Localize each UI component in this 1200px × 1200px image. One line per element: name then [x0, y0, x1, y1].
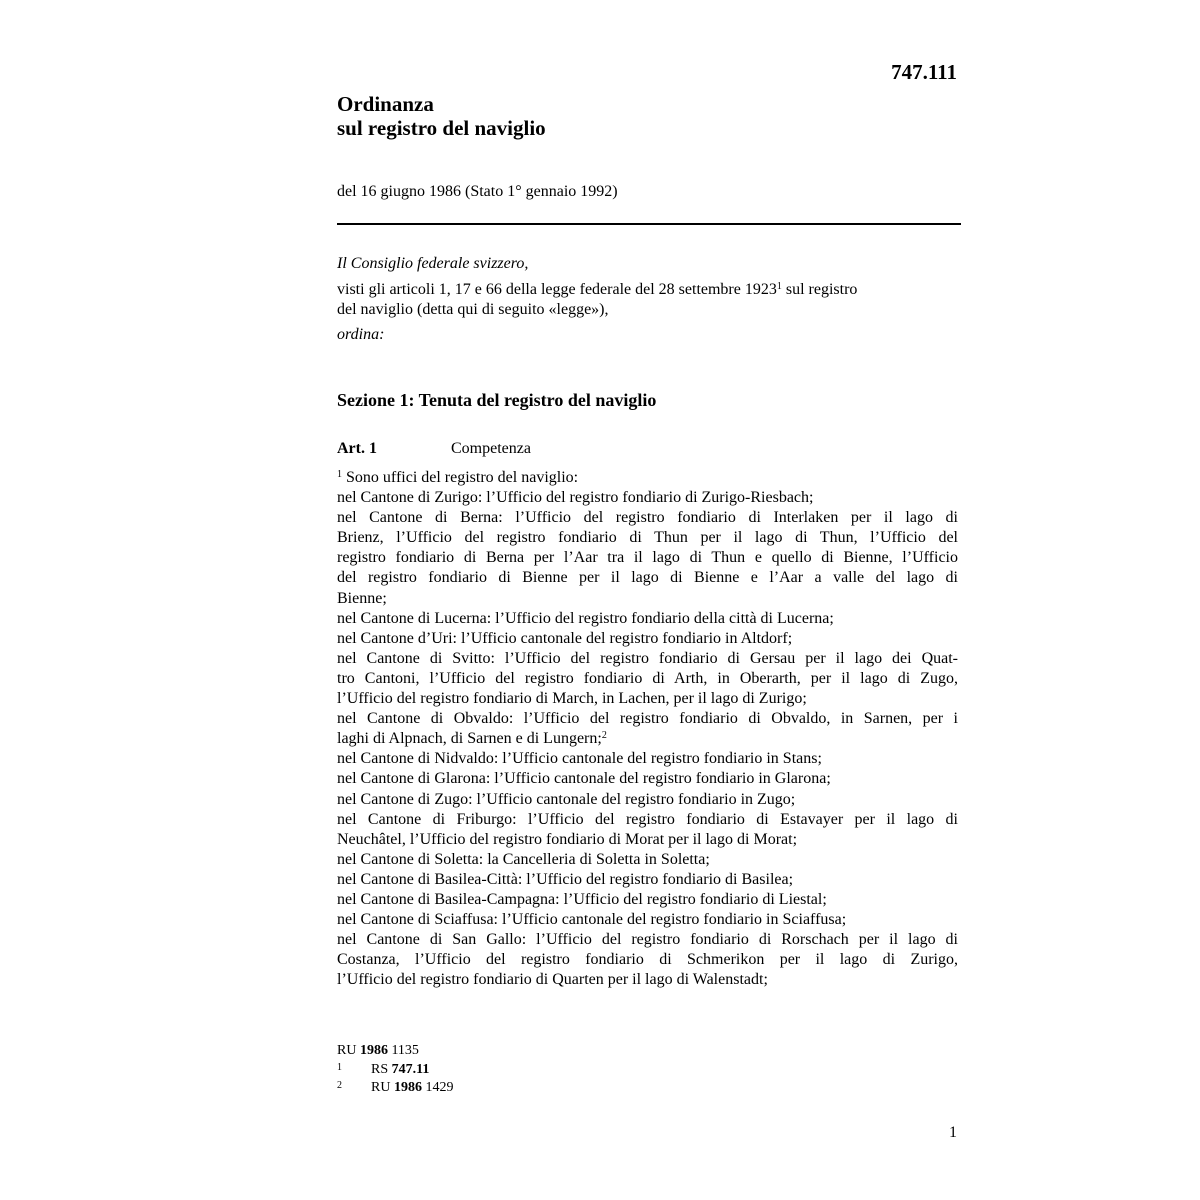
- article-line: del registro fondiario di Bienne per il lago di Bienne e l’Aar a valle del lago di: [337, 569, 958, 587]
- article-line: Brienz, l’Ufficio del registro fondiario di Thun per il lago di Thun, l’Ufficio del: [337, 529, 958, 547]
- sr-number: 747.111: [891, 60, 957, 84]
- article-line: $^1$ Sono uffici del registro del naviglio:: [337, 469, 579, 486]
- article-line: nel Cantone di Basilea-Città: l’Ufficio del registro fondiario di Basilea;: [337, 870, 794, 888]
- article-line: Neuchâtel, l’Ufficio del registro fondiario di Morat per il lago di Morat;: [337, 830, 798, 848]
- article-line: l’Ufficio del registro fondiario di March, in Lachen, per il lago di Zurigo;: [337, 690, 807, 708]
- page-number: 1: [949, 1124, 957, 1141]
- article-line: nel Cantone di Soletta: la Cancelleria di Soletta in Soletta;: [337, 850, 710, 868]
- article-line: laghi di Alpnach, di Sarnen e di Lungern;$^2$: [337, 730, 607, 748]
- title-line-2: sul registro del naviglio: [337, 116, 546, 140]
- ru-reference: RU 1986 1135: [337, 1043, 419, 1058]
- footnote-ref-1[interactable]: 1: [776, 281, 782, 292]
- article-line: nel Cantone di Friburgo: l’Ufficio del registro fondiario di Estavayer per il lago di: [337, 810, 958, 828]
- preamble-decree: ordina:: [337, 326, 385, 343]
- divider: [337, 223, 961, 225]
- article-line: tro Cantoni, l’Ufficio del registro fondiario di Arth, in Oberarth, per il lago di Zugo,: [337, 669, 958, 687]
- article-line: Bienne;: [337, 589, 387, 607]
- article-line: nel Cantone di Nidvaldo: l’Ufficio cantonale del registro fondiario in Stans;: [337, 750, 822, 768]
- footnote-2: 2 RU 1986 1429: [337, 1080, 454, 1095]
- article-line: nel Cantone di Sciaffusa: l’Ufficio cantonale del registro fondiario in Sciaffusa;: [337, 911, 847, 929]
- preamble: [337, 254, 937, 345]
- article-number: Art. 1: [337, 440, 377, 457]
- article-line: Costanza, l’Ufficio del registro fondiario di Schmerikon per il lago di Zurigo,: [337, 951, 958, 969]
- article-line: nel Cantone di Svitto: l’Ufficio del registro fondiario di Gersau per il lago dei Quat-: [337, 649, 958, 667]
- preamble-authority: Il Consiglio federale svizzero,: [337, 255, 529, 272]
- article-line: nel Cantone di Berna: l’Ufficio del registro fondiario di Interlaken per il lago di: [337, 509, 958, 527]
- article-line: nel Cantone di San Gallo: l’Ufficio del registro fondiario di Rorschach per il lago di: [337, 931, 958, 949]
- footnote-1: 1 RS 747.11: [337, 1062, 430, 1077]
- document-date: del 16 giugno 1986 (Stato 1° gennaio 1992): [337, 183, 618, 200]
- article-line: nel Cantone di Lucerna: l’Ufficio del registro fondiario della città di Lucerna;: [337, 609, 834, 627]
- article-body: [337, 468, 958, 990]
- article-line: nel Cantone di Basilea-Campagna: l’Ufficio del registro fondiario di Liestal;: [337, 890, 827, 908]
- title-line-1: Ordinanza: [337, 92, 434, 116]
- document-title: [337, 92, 546, 140]
- footnote-marker: 1: [337, 1062, 342, 1073]
- footnote-ref-2[interactable]: 2: [601, 730, 607, 742]
- section-heading: Sezione 1: Tenuta del registro del naviglio: [337, 390, 657, 410]
- article-line: nel Cantone d’Uri: l’Ufficio cantonale del registro fondiario in Altdorf;: [337, 629, 793, 647]
- preamble-basis: visti gli articoli 1, 17 e 66 della legge federale del 28 settembre 1923$^1$ sul registro del naviglio (detta qui di seguito «legge»),: [337, 281, 858, 318]
- article-line: nel Cantone di Obvaldo: l’Ufficio del registro fondiario di Obvaldo, in Sarnen, per i: [337, 710, 958, 728]
- article-line: nel Cantone di Zurigo: l’Ufficio del registro fondiario di Zurigo-Riesbach;: [337, 489, 814, 507]
- article-heading: [337, 440, 531, 458]
- article-line: l’Ufficio del registro fondiario di Quarten per il lago di Walenstadt;: [337, 971, 768, 989]
- paragraph-marker: 1: [337, 469, 342, 480]
- footnote-marker: 2: [337, 1080, 342, 1091]
- article-line: nel Cantone di Zugo: l’Ufficio cantonale del registro fondiario in Zugo;: [337, 790, 796, 808]
- article-line: registro fondiario di Berna per l’Aar tra il lago di Thun e quello di Bienne, l’Ufficio: [337, 549, 958, 567]
- article-title: Competenza: [451, 440, 531, 457]
- article-line: nel Cantone di Glarona: l’Ufficio cantonale del registro fondiario in Glarona;: [337, 770, 831, 788]
